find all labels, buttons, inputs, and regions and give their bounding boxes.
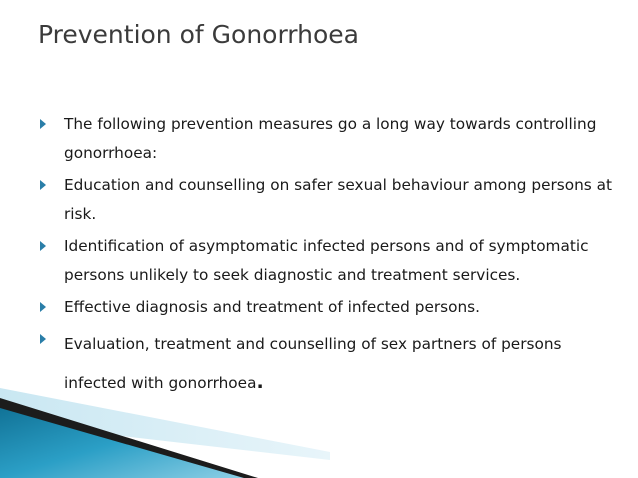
bullet-arrow-icon bbox=[40, 334, 46, 344]
bullet-item bbox=[40, 110, 615, 168]
bullet-item bbox=[40, 232, 615, 290]
slide-title: Prevention of Gonorrhoea bbox=[38, 20, 359, 49]
bullet-text: The following prevention measures go a long way towards controlling gonorrhoea: bbox=[64, 115, 597, 162]
bullet-item bbox=[40, 293, 615, 322]
bullet-text: Identification of asymptomatic infected persons and of symptomatic persons unlikely to seek diagnostic and treatment services. bbox=[64, 237, 589, 284]
bullet-text: Education and counselling on safer sexual behaviour among persons at risk. bbox=[64, 176, 613, 223]
bullet-text-main: Evaluation, treatment and counselling of sex partners of persons infected with gonorrhoea bbox=[64, 335, 562, 392]
bullet-arrow-icon bbox=[40, 302, 46, 312]
bullet-text: Effective diagnosis and treatment of infected persons. bbox=[64, 298, 480, 316]
bullet-text-period: . bbox=[256, 371, 264, 393]
bullet-arrow-icon bbox=[40, 119, 46, 129]
bullet-arrow-icon bbox=[40, 180, 46, 190]
bullet-item bbox=[40, 171, 615, 229]
bullet-list bbox=[40, 110, 615, 405]
bullet-arrow-icon bbox=[40, 241, 46, 251]
corner-swoosh-decoration bbox=[0, 380, 638, 478]
